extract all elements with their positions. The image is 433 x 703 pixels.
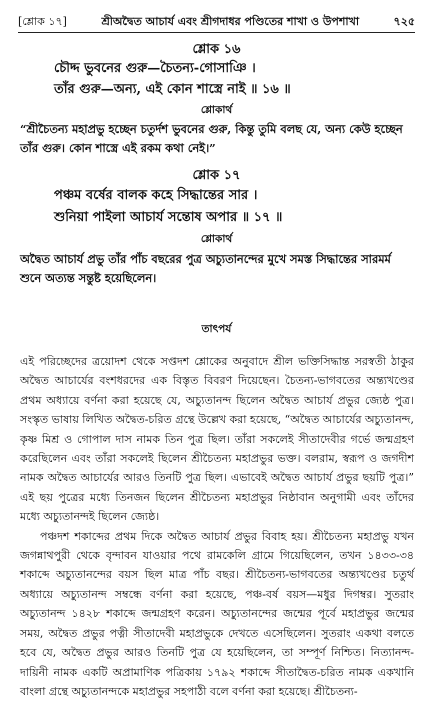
- verse-16-line-1: চৌদ্দ ভুবনের গুরু—চৈতন্য-গোসাঞি ।: [54, 61, 256, 76]
- chapter-title: শ্রীঅদ্বৈত আচার্য এবং শ্রীগদাধর পণ্ডিতের শাখা ও উপশাখা: [101, 15, 360, 28]
- verse-17-translation-label: শ্লোকার্থ: [200, 233, 233, 245]
- verse-17-heading: শ্লোক ১৭: [192, 168, 241, 183]
- purport-paragraph-1: এই পরিচ্ছেদের ত্রয়োদশ থেকে সপ্তদশ শ্লোকের অনুবাদে শ্রীল ভক্তিসিদ্ধান্ত সরস্বতী ঠাকুর অদ্বৈত আচার্যের বংশধরদের এক বিস্তৃত বিবরণ দিয়েছেন। চৈতন্য-ভাগবতের অন্ত্যখণ্ডের প্রথম অধ্যায়ে বর্ণনা করা হয়েছে যে, অচ্যুতানন্দ ছিলেন অদ্বৈত আচার্য প্রভুর জ্যেষ্ঠ পুত্র। সংস্কৃত ভাষায় লিখিত অদ্বৈত-চরিত গ্রন্থে উল্লেখ করা হয়েছে, “অদ্বৈত আচার্যের অচ্যুতানন্দ, কৃষ্ণ মিশ্র ও গোপাল দাস নামক তিন পুত্র ছিল। তাঁরা সকলেই সীতাদেবীর গর্ভে জন্মগ্রহণ করেছিলেন এবং তাঁরা সকলেই ছিলেন শ্রীচৈতন্য মহাপ্রভুর ভক্ত। বলরাম, স্বরূপ ও জগদীশ নামক অদ্বৈত আচার্যের আরও তিনটি পুত্র ছিল। এভাবেই অদ্বৈত আচার্য প্রভুর ছয়টি পুত্র।” এই ছয় পুত্রের মধ্যে তিনজন ছিলেন শ্রীচৈতন্য মহাপ্রভুর নিষ্ঠাবান অনুগামী এবং তাঁদের মধ্যে অচ্যুতানন্দই ছিলেন জ্যেষ্ঠ।: [20, 355, 414, 524]
- running-header: [18, 12, 415, 33]
- verse-16-translation-label: শ্লোকার্থ: [200, 104, 233, 116]
- verse-16-translation: “শ্রীচৈতন্য মহাপ্রভু হচ্ছেন চতুর্দশ ভুবনের গুরু, কিন্তু তুমি বলছ যে, অন্য কেউ হচ্ছেন তাঁর গুরু। কোন শাস্ত্রে এই রকম কথা নেই।”: [20, 122, 403, 155]
- verse-16-heading: শ্লোক ১৬: [192, 42, 241, 57]
- page-number: ৭২৫: [393, 15, 415, 28]
- verse-reference: [শ্লোক ১৭]: [18, 15, 67, 28]
- verse-16-line-2: তাঁর গুরু—অন্য, এই কোন শাস্ত্রে নাই ॥ ১৬ ॥: [54, 82, 291, 97]
- verse-17-line-1: পঞ্চম বর্ষের বালক কহে সিদ্ধান্তের সার ।: [54, 188, 258, 203]
- purport-label: তাৎপর্য: [201, 323, 232, 335]
- verse-17-translation: অদ্বৈত আচার্য প্রভু তাঁর পাঁচ বছরের পুত্র অচ্যুতানন্দের মুখে সমস্ত সিদ্ধান্তের সারমর্ম শুনে অত্যন্ত সন্তুষ্ট হয়েছিলেন।: [20, 252, 391, 285]
- purport-body: [20, 352, 414, 701]
- verse-17-line-2: শুনিয়া পাইলা আচার্য সন্তোষ অপার ॥ ১৭ ॥: [54, 210, 283, 225]
- purport-paragraph-2: পঞ্চদশ শকাব্দের প্রথম দিকে অদ্বৈত আচার্য প্রভুর বিবাহ হয়। শ্রীচৈতন্য মহাপ্রভু যখন জগন্নাথপুরী থেকে বৃন্দাবন যাওয়ার পথে রামকেলি গ্রামে গিয়েছিলেন, তখন ১৪৩৩-৩৪ শকাব্দে অচ্যুতানন্দের বয়স ছিল মাত্র পাঁচ বছর। শ্রীচৈতন্য-ভাগবতের অন্ত্যখণ্ডের চতুর্থ অধ্যায়ে অচ্যুতানন্দ সম্বন্ধে বর্ণনা করা হয়েছে, পঞ্চ-বর্ষ বয়স—মধুর দিগম্বর। সুতরাং অচ্যুতানন্দ ১৪২৮ শকাব্দে জন্মগ্রহণ করেন। অচ্যুতানন্দের জন্মের পূর্বে মহাপ্রভুর জন্মের সময়, অদ্বৈত প্রভুর পত্নী সীতাদেবী মহাপ্রভুকে দেখতে এসেছিলেন। সুতরাং একথা বলতে হবে যে, অদ্বৈত প্রভুর আরও তিনটি পুত্র যে হয়েছিলেন, তা সম্পূর্ণ নিশ্চিত। নিত্যানন্দ-দায়িনী নামক একটি অপ্রামাণিক পত্রিকায় ১৭৯২ শকাব্দে সীতাদ্বৈত-চরিত নামক একখানি বাংলা গ্রন্থে অচ্যুতানন্দকে মহাপ্রভুর সহপাঠী বলে বর্ণনা করা হয়েছে। শ্রীচৈতন্য-: [20, 529, 414, 698]
